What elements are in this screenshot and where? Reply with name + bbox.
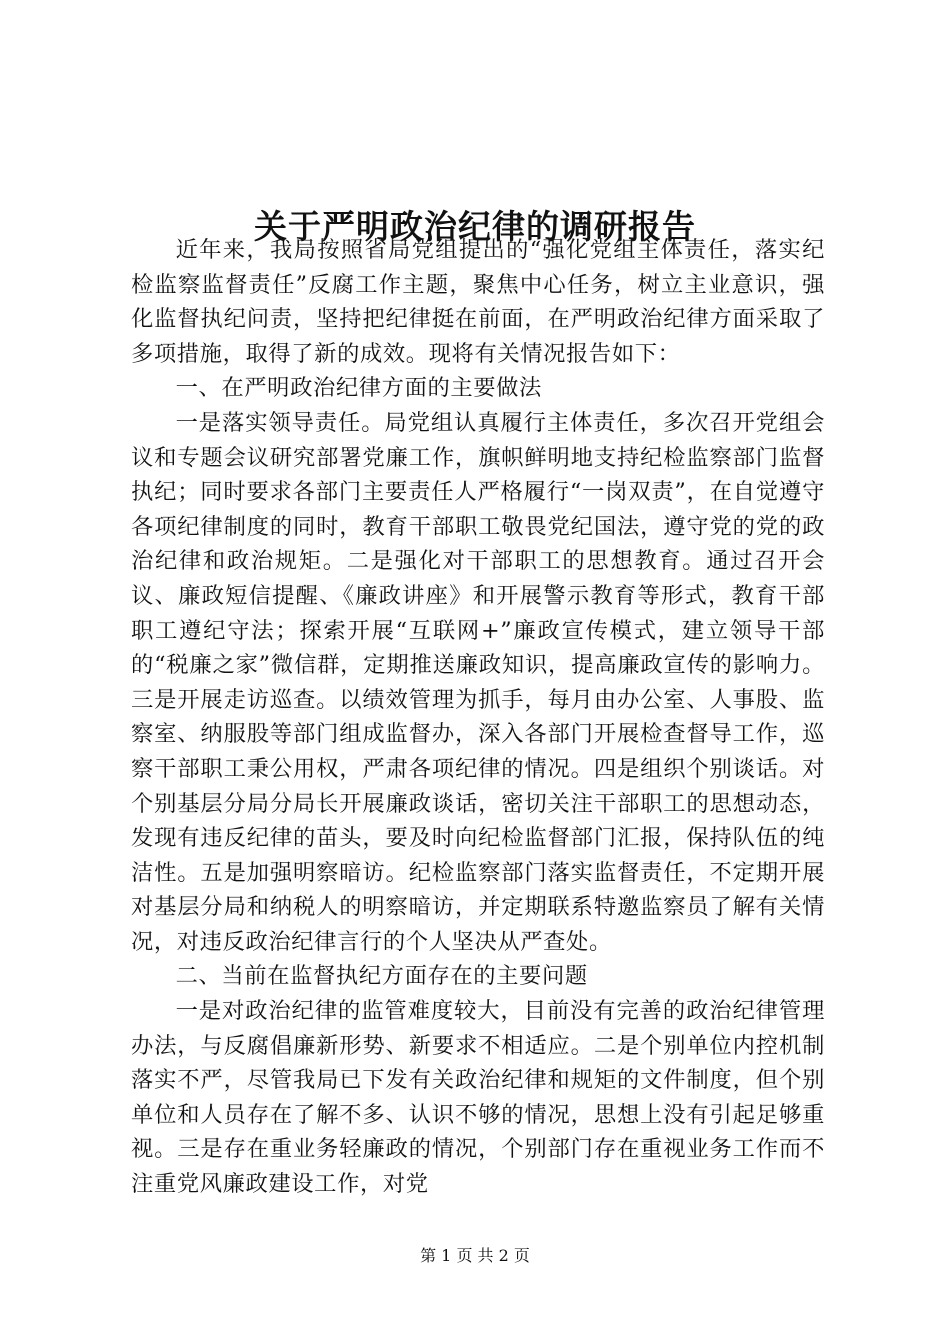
page-footer: 第 1 页 共 2 页 xyxy=(420,1246,530,1265)
document-body xyxy=(131,233,825,1202)
section-heading-2: 二、当前在监督执纪方面存在的主要问题 xyxy=(175,963,588,990)
intro-paragraph: 近年来，我局按照省局党组提出的“强化党组主体责任，落实纪检监察监督责任”反腐工作主题，聚焦中心任务，树立主业意识，强化监督执纪问责，坚持把纪律挺在前面，在严明政治纪律方面采取了多项措施，取得了新的成效。现将有关情况报告如下： xyxy=(131,237,825,367)
section-heading-1: 一、在严明政治纪律方面的主要做法 xyxy=(175,375,542,402)
section-2-paragraph: 一是对政治纪律的监管难度较大，目前没有完善的政治纪律管理办法，与反腐倡廉新形势、新要求不相适应。二是个别单位内控机制落实不严，尽管我局已下发有关政治纪律和规矩的文件制度，但个别单位和人员存在了解不多、认识不够的情况，思想上没有引起足够重视。三是存在重业务轻廉政的情况，个别部门存在重视业务工作而不注重党风廉政建设工作，对党 xyxy=(131,998,825,1198)
document-title: 关于严明政治纪律的调研报告 xyxy=(254,207,696,247)
section-1-paragraph: 一是落实领导责任。局党组认真履行主体责任，多次召开党组会议和专题会议研究部署党廉工作，旗帜鲜明地支持纪检监察部门监督执纪；同时要求各部门主要责任人严格履行“一岗双责”，在自觉遵守各项纪律制度的同时，教育干部职工敬畏党纪国法，遵守党的党的政治纪律和政治规矩。二是强化对干部职工的思想教育。通过召开会议、廉政短信提醒、《廉政讲座》和开展警示教育等形式，教育干部职工遵纪守法；探索开展“互联网+”廉政宣传模式，建立领导干部的“税廉之家”微信群，定期推送廉政知识，提高廉政宣传的影响力。三是开展走访巡查。以绩效管理为抓手，每月由办公室、人事股、监察室、纳服股等部门组成监督办，深入各部门开展检查督导工作，巡察干部职工秉公用权，严肃各项纪律的情况。四是组织个别谈话。对个别基层分局分局长开展廉政谈话，密切关注干部职工的思想动态，发现有违反纪律的苗头，要及时向纪检监督部门汇报，保持队伍的纯洁性。五是加强明察暗访。纪检监察部门落实监督责任，不定期开展对基层分局和纳税人的明察暗访，并定期联系特邀监察员了解有关情况，对违反政治纪律言行的个人坚决从严查处。 xyxy=(131,409,825,955)
